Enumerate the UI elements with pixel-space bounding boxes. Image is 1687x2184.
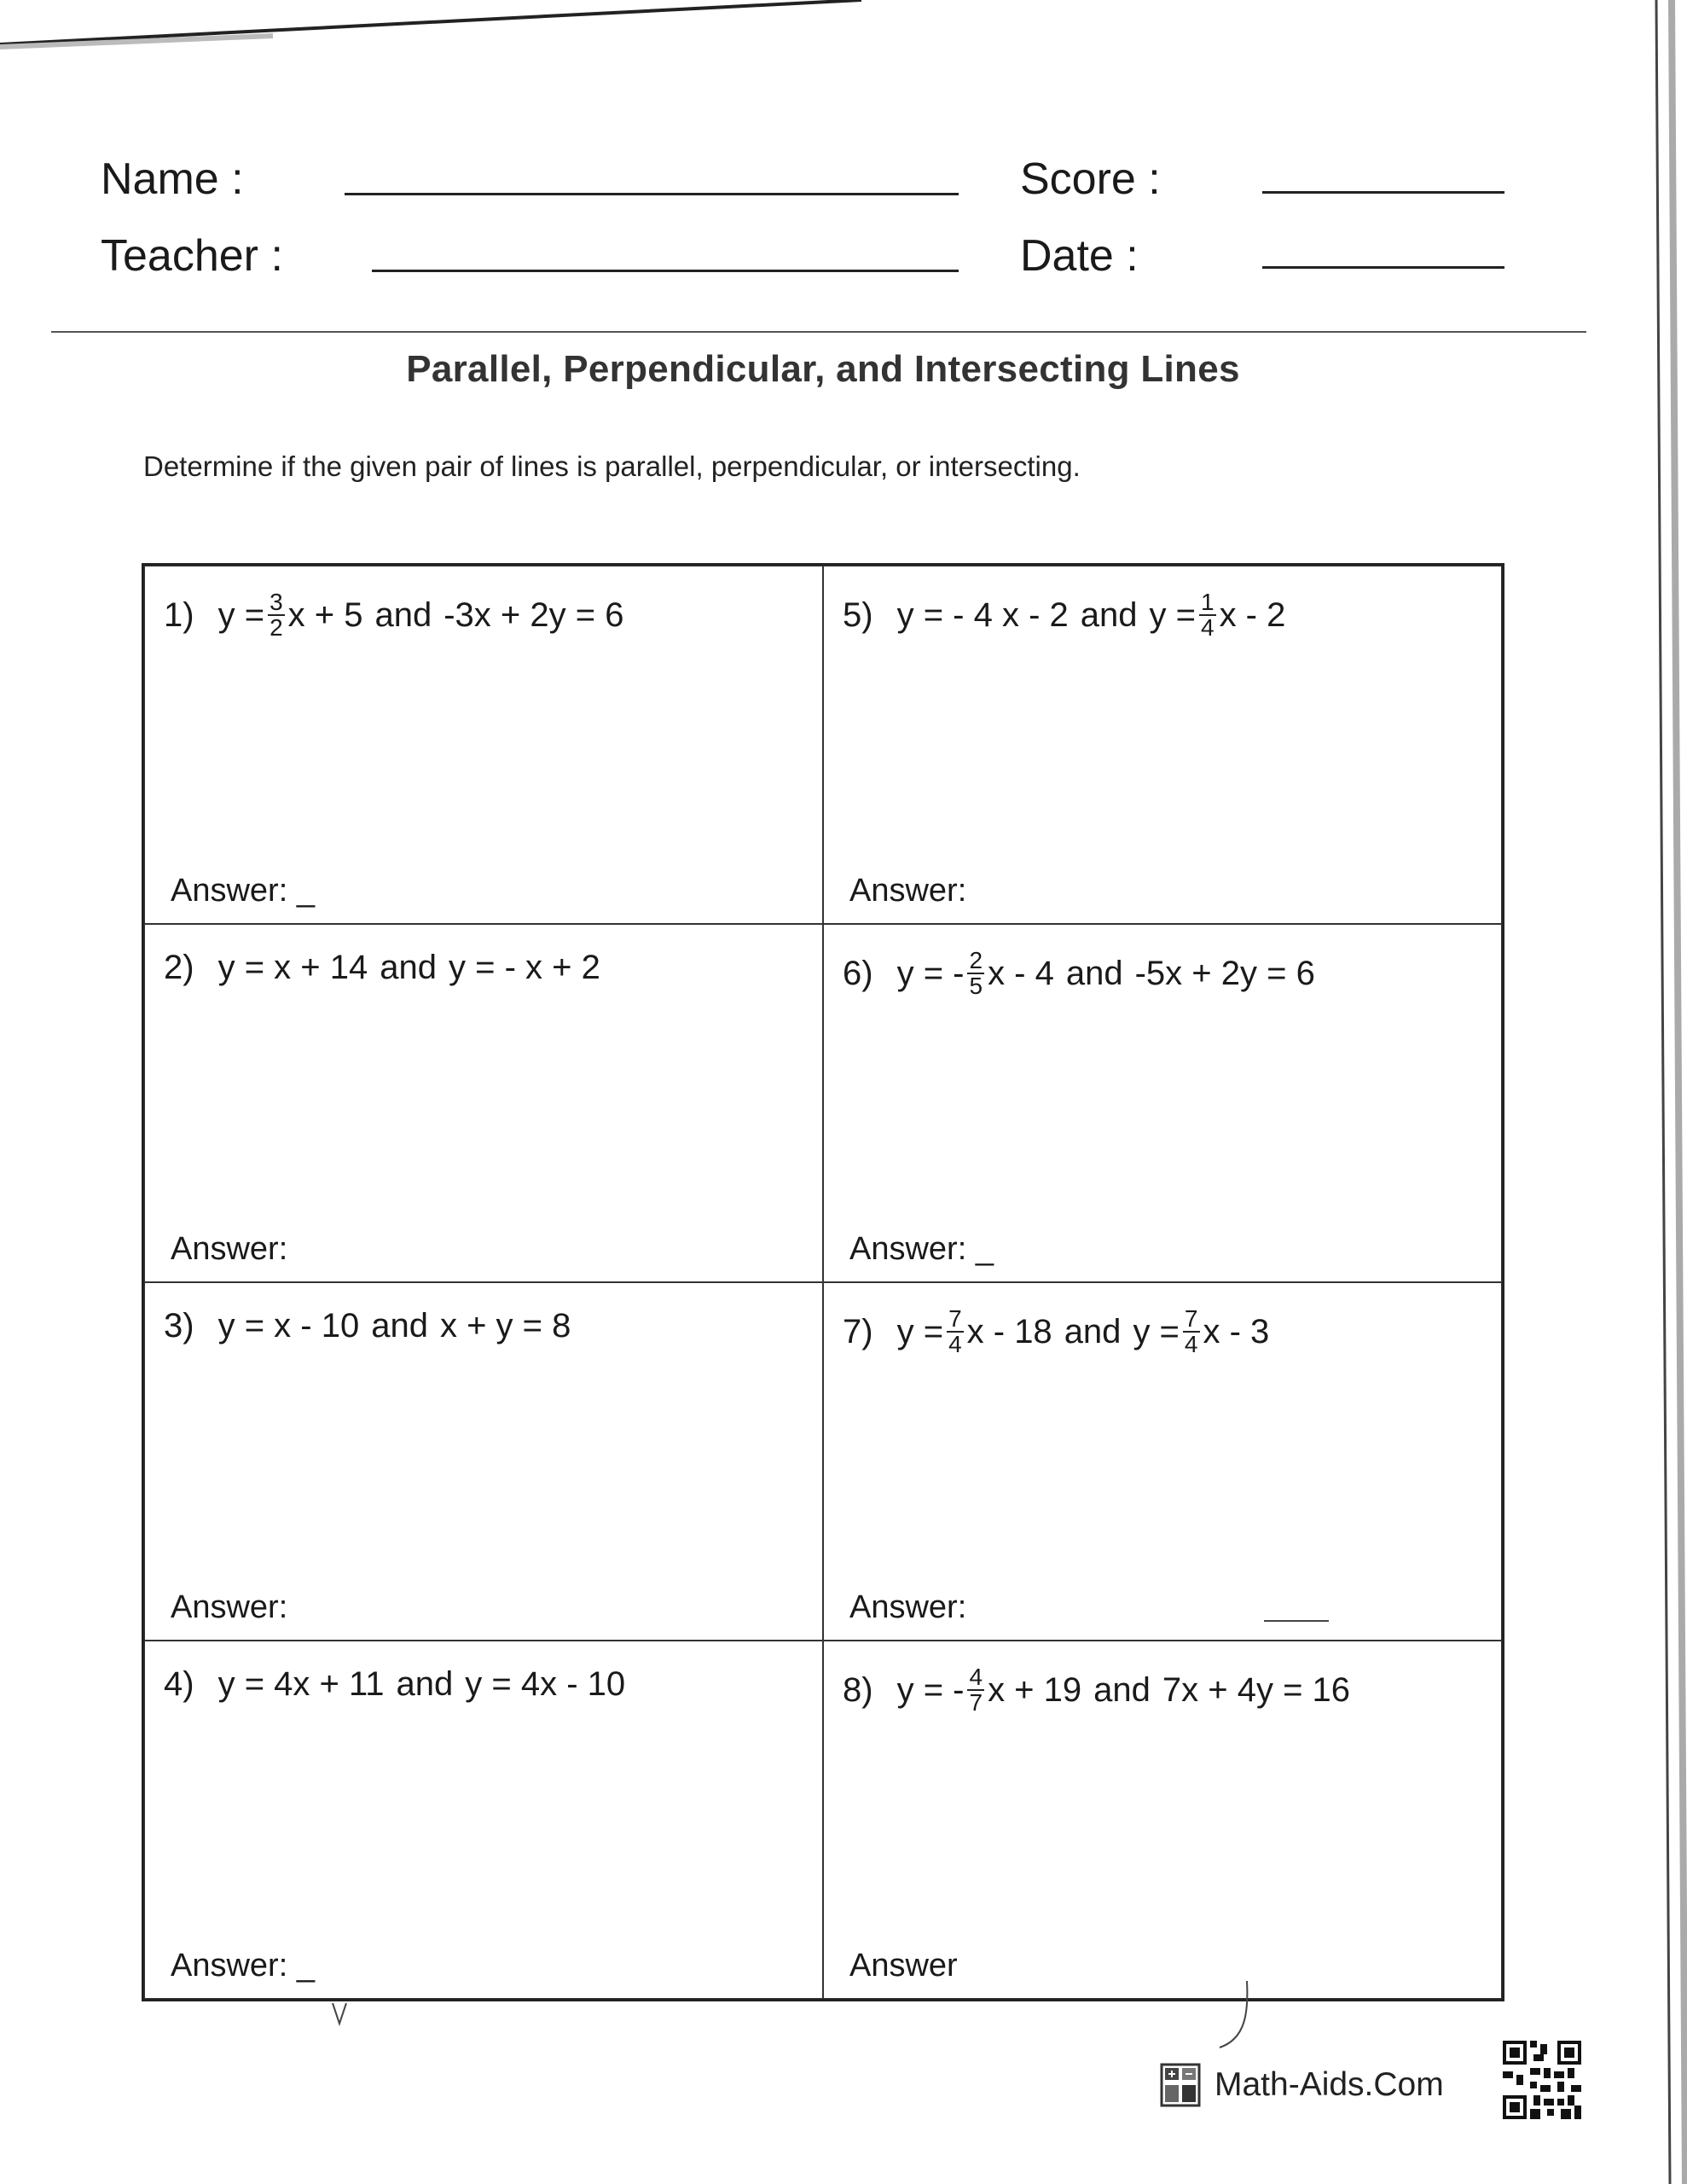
numerator: 3 xyxy=(270,589,283,615)
fraction xyxy=(967,949,984,998)
problem-6-cell[interactable] xyxy=(823,924,1502,1282)
date-field[interactable] xyxy=(1262,266,1504,269)
answer-label: Answer: _ xyxy=(171,873,315,909)
equation-part: y = x + 14 xyxy=(217,949,368,986)
equation-part: y = - 4 x - 2 xyxy=(896,595,1069,634)
fraction xyxy=(1183,1307,1200,1356)
problem-number: 3) xyxy=(164,1307,194,1345)
denominator: 5 xyxy=(969,973,983,999)
equation-part: y = - xyxy=(896,954,965,992)
score-label: Score : xyxy=(1020,154,1161,204)
problem-grid xyxy=(142,563,1504,2001)
and-connector: and xyxy=(1064,1312,1122,1350)
calculator-icon xyxy=(1160,2063,1201,2107)
answer-label: Answer: xyxy=(171,1589,288,1625)
problem-8-cell[interactable] xyxy=(823,1641,1502,1999)
problem-4-cell[interactable] xyxy=(144,1641,823,1999)
name-field[interactable] xyxy=(345,193,959,195)
equation-part: -3x + 2y = 6 xyxy=(443,595,624,634)
denominator: 4 xyxy=(948,1331,962,1357)
worksheet-title: Parallel, Perpendicular, and Intersecting Lines xyxy=(406,348,1240,390)
denominator: 4 xyxy=(1200,614,1215,641)
equation-part: x - 2 xyxy=(1219,595,1286,634)
problem-number: 2) xyxy=(164,949,194,986)
fraction xyxy=(1199,590,1216,640)
and-connector: and xyxy=(374,595,432,634)
answer-label: Answer: xyxy=(849,1589,967,1625)
qr-code-icon xyxy=(1503,2041,1581,2119)
equation-part: y = 4x + 11 xyxy=(217,1665,385,1703)
problem-number: 6) xyxy=(843,954,873,992)
and-connector: and xyxy=(1065,954,1123,992)
numerator: 4 xyxy=(969,1664,983,1690)
equation-part: y = xyxy=(1149,595,1196,634)
answer-label: Answer: xyxy=(171,1231,288,1267)
problem-4-equations xyxy=(164,1665,625,1704)
problem-5-equations xyxy=(843,590,1285,640)
numerator: 2 xyxy=(969,947,983,973)
answer-label: Answer xyxy=(849,1948,958,1984)
score-field[interactable] xyxy=(1262,191,1504,194)
equation-part: x - 18 xyxy=(966,1312,1052,1350)
equation-part: x + 19 xyxy=(988,1670,1082,1709)
and-connector: and xyxy=(1093,1670,1151,1709)
problem-number: 8) xyxy=(843,1670,873,1709)
equation-part: y = 4x - 10 xyxy=(465,1665,626,1703)
denominator: 2 xyxy=(270,614,283,641)
numerator: 7 xyxy=(1184,1305,1198,1332)
denominator: 7 xyxy=(969,1689,983,1716)
answer-label: Answer: _ xyxy=(849,1231,994,1267)
problem-7-cell[interactable] xyxy=(823,1282,1502,1641)
problem-number: 5) xyxy=(843,595,873,634)
worksheet-instructions: Determine if the given pair of lines is parallel, perpendicular, or intersecting. xyxy=(143,450,1081,482)
fraction xyxy=(967,1665,984,1715)
problem-number: 7) xyxy=(843,1312,873,1350)
equation-part: x - 4 xyxy=(988,954,1054,992)
and-connector: and xyxy=(1080,595,1138,634)
date-label: Date : xyxy=(1020,231,1139,281)
numerator: 7 xyxy=(948,1305,962,1332)
problem-2-cell[interactable] xyxy=(144,924,823,1282)
answer-label: Answer: xyxy=(849,873,967,909)
problem-2-equations xyxy=(164,949,600,987)
answer-label: Answer: _ xyxy=(171,1948,315,1984)
equation-part: y = x - 10 xyxy=(217,1307,360,1345)
header-divider xyxy=(51,331,1586,333)
and-connector: and xyxy=(396,1665,454,1703)
fraction xyxy=(268,590,285,640)
denominator: 4 xyxy=(1184,1331,1198,1357)
numerator: 1 xyxy=(1200,589,1215,615)
footer-brand xyxy=(1160,2063,1444,2107)
pencil-mark xyxy=(324,1996,358,2030)
equation-part: x + y = 8 xyxy=(439,1307,571,1345)
name-label: Name : xyxy=(101,154,244,204)
fraction xyxy=(947,1307,964,1356)
brand-text: Math-Aids.Com xyxy=(1215,2066,1444,2103)
problem-1-equations xyxy=(164,590,623,640)
equation-part: x + 5 xyxy=(287,595,363,634)
problem-6-equations xyxy=(843,949,1315,998)
scan-edge-artifact xyxy=(0,0,861,51)
equation-part: y = xyxy=(1133,1312,1180,1350)
and-connector: and xyxy=(371,1307,428,1345)
problem-5-cell[interactable] xyxy=(823,566,1502,924)
equation-part: y = - x + 2 xyxy=(449,949,600,986)
equation-part: x - 3 xyxy=(1203,1312,1270,1350)
pencil-mark xyxy=(1262,1612,1330,1629)
problem-3-cell[interactable] xyxy=(144,1282,823,1641)
pencil-mark xyxy=(1211,1979,1262,2056)
and-connector: and xyxy=(380,949,437,986)
equation-part: y = xyxy=(896,1312,944,1350)
problem-number: 4) xyxy=(164,1665,194,1703)
scan-edge-artifact-right xyxy=(1653,0,1687,2184)
problem-3-equations xyxy=(164,1307,571,1345)
teacher-label: Teacher : xyxy=(101,231,283,281)
equation-part: -5x + 2y = 6 xyxy=(1134,954,1315,992)
equation-part: 7x + 4y = 16 xyxy=(1162,1670,1351,1709)
equation-part: y = - xyxy=(896,1670,965,1709)
problem-number: 1) xyxy=(164,595,194,634)
problem-1-cell[interactable] xyxy=(144,566,823,924)
problem-8-equations xyxy=(843,1665,1350,1715)
teacher-field[interactable] xyxy=(372,270,959,272)
problem-7-equations xyxy=(843,1307,1269,1356)
equation-part: y = xyxy=(217,595,265,634)
